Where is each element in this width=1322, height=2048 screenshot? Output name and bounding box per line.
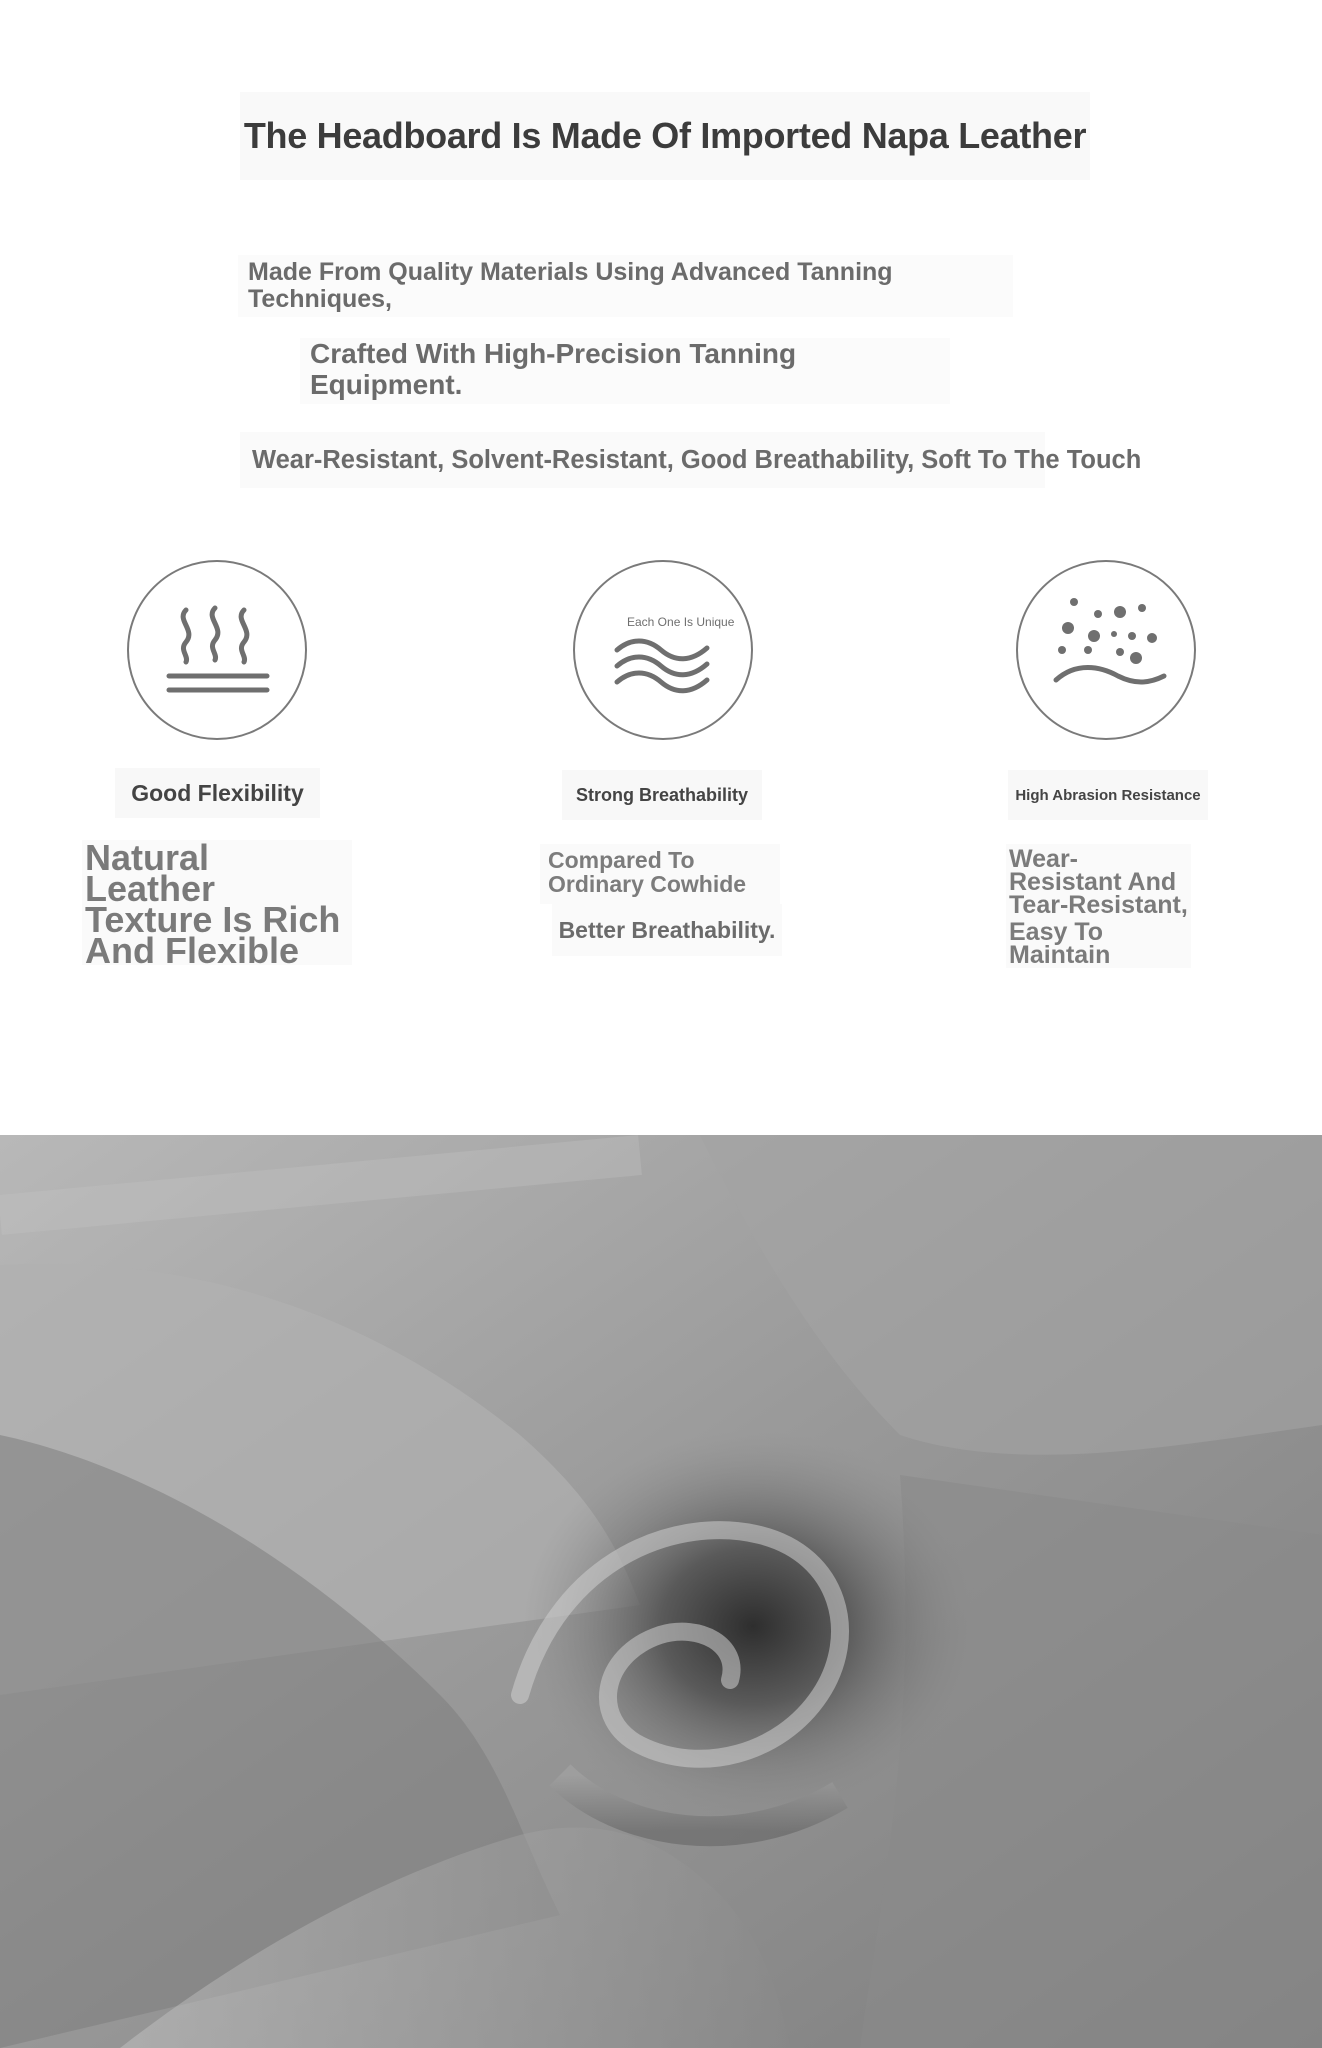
feature-title-abrasion: High Abrasion Resistance [1008, 770, 1208, 820]
feature-title-breathability: Strong Breathability [562, 770, 762, 820]
page-title: The Headboard Is Made Of Imported Napa Leather [240, 92, 1090, 180]
feature-desc-flexibility: Natural Leather Texture Is Rich And Flexible [82, 840, 352, 965]
leather-swatch-photo [0, 1135, 1322, 2048]
feature-desc-breathability-better: Better Breathability. [552, 904, 782, 956]
intro-line-materials: Made From Quality Materials Using Advanced Tanning Techniques, [238, 255, 1013, 317]
icon-caption: Each One Is Unique [627, 615, 735, 629]
feature-desc-abrasion [1006, 844, 1191, 968]
feature-desc-abrasion-line1: Wear-Resistant And Tear-Resistant, [1009, 845, 1188, 919]
intro-line-crafted: Crafted With High-Precision Tanning Equipment. [300, 338, 950, 404]
feature-desc-breathability-compare: Compared To Ordinary Cowhide [540, 844, 780, 904]
heat-waves-icon [127, 560, 307, 740]
abrasion-particles-icon [1016, 560, 1196, 740]
intro-line-properties: Wear-Resistant, Solvent-Resistant, Good Breathability, Soft To The Touch [240, 432, 1045, 488]
air-flow-icon [573, 560, 753, 740]
feature-title-flexibility: Good Flexibility [115, 768, 320, 818]
feature-desc-abrasion-line2: Easy To Maintain [1009, 918, 1111, 969]
